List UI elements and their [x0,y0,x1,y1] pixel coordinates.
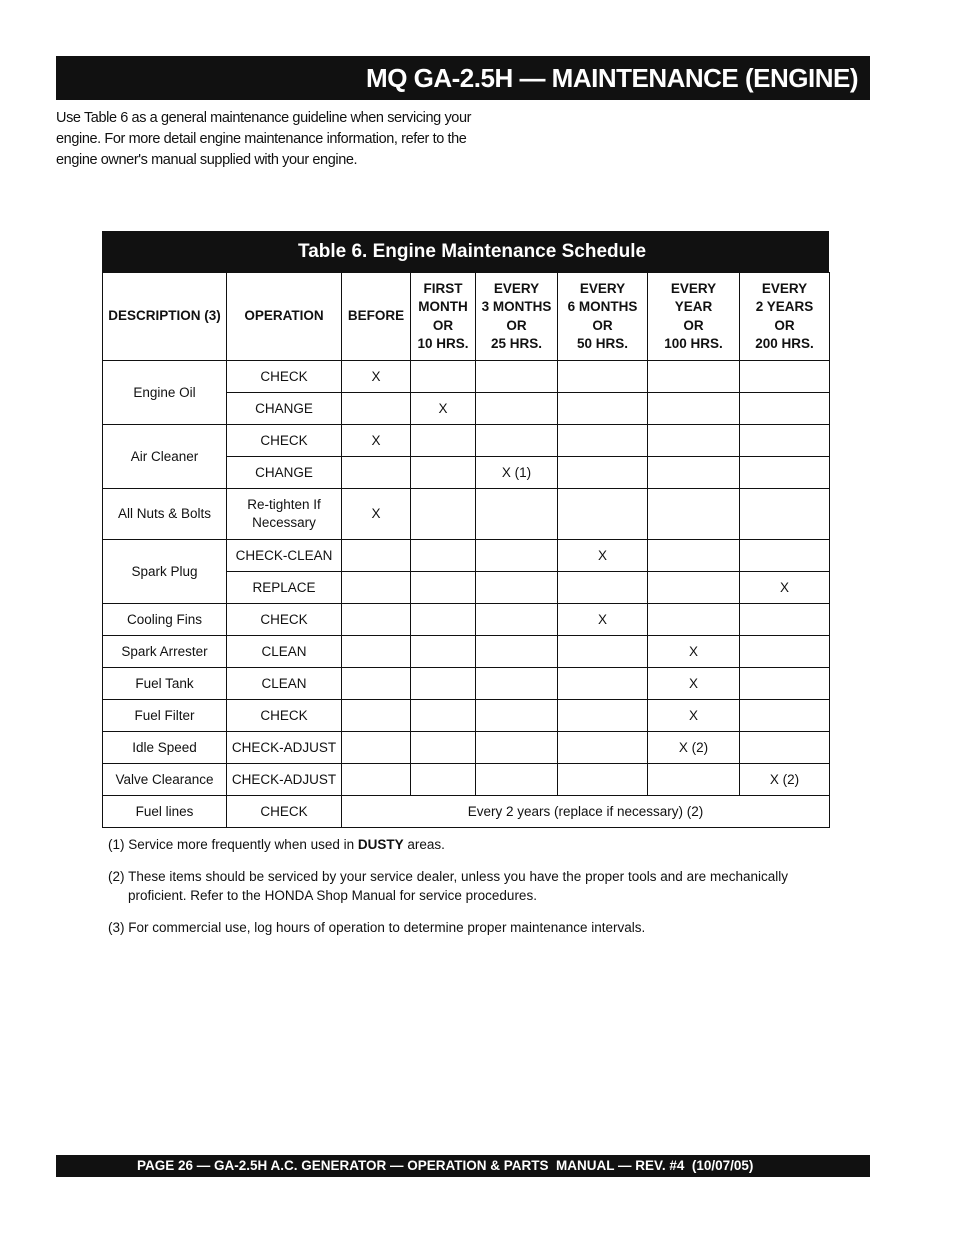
cell-first-month [411,700,476,732]
row-description: All Nuts & Bolts [103,489,227,540]
table-row [103,489,830,540]
header-every-2-years [740,273,830,361]
table-title: Table 6. Engine Maintenance Schedule [102,231,829,272]
cell-before [342,457,411,489]
cell-every-year: X (2) [648,732,740,764]
row-description: Spark Arrester [103,636,227,668]
cell-first-month [411,636,476,668]
cell-before [342,604,411,636]
cell-first-month [411,572,476,604]
cell-every-3-months [476,489,558,540]
cell-every-year [648,393,740,425]
cell-every-3-months [476,604,558,636]
cell-every-6-months [558,700,648,732]
operation-line: Necessary [252,515,316,530]
row-description: Idle Speed [103,732,227,764]
cell-first-month [411,604,476,636]
cell-every-3-months [476,700,558,732]
row-description: Air Cleaner [103,425,227,489]
row-description: Fuel Tank [103,668,227,700]
header-line: 100 HRS. [664,336,723,351]
header-line: YEAR [674,299,713,314]
cell-every-3-months [476,393,558,425]
row-operation: CHECK-ADJUST [227,764,342,796]
cell-every-2-years [740,604,830,636]
cell-before [342,540,411,572]
table-row [103,540,830,572]
cell-every-2-years [740,668,830,700]
cell-every-6-months [558,393,648,425]
cell-every-year [648,425,740,457]
cell-before [342,700,411,732]
header-line: EVERY [579,280,626,296]
page-footer: PAGE 26 — GA-2.5H A.C. GENERATOR — OPERATION & PARTS MANUAL — REV. #4 (10/07/05) [56,1155,870,1177]
table-row [103,732,830,764]
cell-every-6-months [558,732,648,764]
table-row [103,700,830,732]
intro-paragraph: Use Table 6 as a general maintenance guideline when servicing your engine. For more detail engine maintenance information, refer to the engine owner's manual supplied with your engine. [56,110,472,168]
row-description: Fuel lines [103,796,227,828]
header-line: MONTH [418,299,468,314]
row-operation: CHECK [227,604,342,636]
cell-every-year [648,540,740,572]
header-line: 25 HRS. [490,336,543,351]
cell-every-year [648,604,740,636]
cell-every-year [648,572,740,604]
footnote-1 [108,835,788,855]
cell-every-6-months [558,764,648,796]
cell-every-year: X [648,700,740,732]
header-line: OR [592,317,613,333]
row-description: Engine Oil [103,361,227,425]
cell-every-6-months [558,636,648,668]
cell-every-6-months [558,668,648,700]
cell-every-3-months [476,732,558,764]
cell-every-2-years [740,636,830,668]
cell-before [342,764,411,796]
row-description: Cooling Fins [103,604,227,636]
cell-every-3-months [476,572,558,604]
header-every-3-months [476,273,558,361]
cell-every-6-months [558,572,648,604]
row-operation [227,489,342,540]
header-line: 3 MONTHS [481,299,552,314]
operation-line: Re-tighten If [247,497,321,512]
cell-every-2-years [740,425,830,457]
cell-every-2-years: X [740,572,830,604]
cell-every-year [648,361,740,393]
cell-every-2-years [740,393,830,425]
cell-before [342,636,411,668]
cell-before: X [342,361,411,393]
row-operation: CHECK-ADJUST [227,732,342,764]
cell-before [342,732,411,764]
cell-every-year: X [648,668,740,700]
cell-every-2-years: X (2) [740,764,830,796]
maintenance-schedule-table [102,272,830,828]
header-description: DESCRIPTION (3) [103,273,227,361]
header-line: EVERY [761,280,808,296]
header-line: OR [506,317,527,333]
header-line: 50 HRS. [576,336,629,351]
cell-before [342,668,411,700]
header-every-6-months [558,273,648,361]
header-operation: OPERATION [227,273,342,361]
cell-every-year [648,764,740,796]
row-description: Valve Clearance [103,764,227,796]
cell-every-6-months [558,457,648,489]
cell-every-2-years [740,457,830,489]
row-operation: CHANGE [227,393,342,425]
row-operation: CHECK [227,796,342,828]
cell-every-2-years [740,540,830,572]
table-row [103,604,830,636]
table-row [103,361,830,393]
footnotes [108,835,788,937]
cell-first-month: X [411,393,476,425]
cell-every-year: X [648,636,740,668]
cell-every-6-months [558,361,648,393]
cell-every-3-months [476,668,558,700]
table-row [103,764,830,796]
row-description: Spark Plug [103,540,227,604]
footnote-1-pre: (1) Service more frequently when used in [108,837,358,852]
maintenance-table-container [102,231,829,828]
cell-first-month [411,361,476,393]
header-line: 6 MONTHS [567,299,638,314]
header-line: OR [432,317,454,333]
header-line: FIRST [423,280,463,296]
cell-every-year [648,489,740,540]
table-row [103,796,830,828]
footnote-1-emphasis: DUSTY [357,837,404,852]
header-before: BEFORE [342,273,411,361]
footnote-2: (2) These items should be serviced by your service dealer, unless you have the proper tools and are mechanically proficient. Refer to the HONDA Shop Manual for service procedures. [108,868,788,903]
cell-every-6-months [558,425,648,457]
cell-first-month [411,668,476,700]
cell-every-6-months: X [558,604,648,636]
cell-every-2-years [740,700,830,732]
cell-every-2-years [740,489,830,540]
footnote-1-post: areas. [403,837,445,852]
cell-every-2-years [740,361,830,393]
cell-every-6-months: X [558,540,648,572]
header-first-month [411,273,476,361]
cell-every-3-months [476,425,558,457]
cell-first-month [411,425,476,457]
header-every-year [648,273,740,361]
header-line: EVERY [493,280,540,296]
cell-first-month [411,489,476,540]
header-line: OR [683,317,704,333]
cell-first-month [411,457,476,489]
cell-every-3-months: X (1) [476,457,558,489]
header-line: OR [774,317,795,333]
header-line: 200 HRS. [755,336,814,351]
cell-every-3-months [476,764,558,796]
table-row [103,668,830,700]
row-operation: CLEAN [227,668,342,700]
cell-before: X [342,489,411,540]
row-operation: CLEAN [227,636,342,668]
cell-every-year [648,457,740,489]
row-operation: CHECK [227,700,342,732]
cell-before [342,572,411,604]
row-operation: CHECK-CLEAN [227,540,342,572]
table-row [103,425,830,457]
row-operation: CHANGE [227,457,342,489]
footnote-3: (3) For commercial use, log hours of operation to determine proper maintenance intervals. [108,919,646,935]
row-operation: CHECK [227,425,342,457]
row-description: Fuel Filter [103,700,227,732]
cell-interval-note: Every 2 years (replace if necessary) (2) [342,796,830,828]
cell-every-2-years [740,732,830,764]
cell-before [342,393,411,425]
cell-every-3-months [476,361,558,393]
table-header-row [103,273,830,361]
cell-first-month [411,764,476,796]
cell-first-month [411,540,476,572]
header-line: EVERY [670,280,717,296]
cell-every-3-months [476,636,558,668]
cell-every-3-months [476,540,558,572]
header-line: 2 YEARS [755,299,814,314]
page-title: MQ GA-2.5H — MAINTENANCE (ENGINE) [56,56,870,100]
table-row [103,636,830,668]
header-line: 10 HRS. [417,336,469,351]
cell-first-month [411,732,476,764]
cell-every-6-months [558,489,648,540]
row-operation: REPLACE [227,572,342,604]
row-operation: CHECK [227,361,342,393]
cell-before: X [342,425,411,457]
